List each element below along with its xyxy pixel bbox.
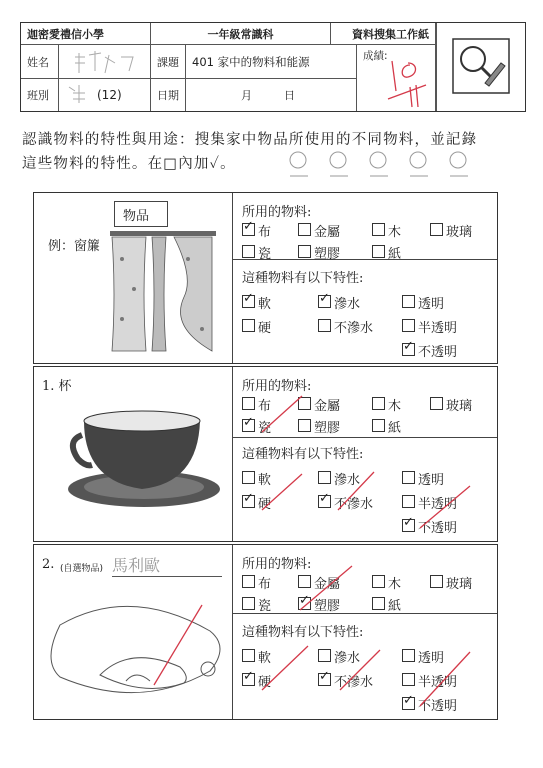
material-wood-checkbox[interactable] (372, 223, 385, 236)
subject-label: 一年級常識科 (151, 23, 331, 45)
property-soft-checkbox[interactable] (242, 649, 255, 662)
property-soft-checkbox[interactable] (242, 291, 255, 308)
property-soft-label: 軟 (258, 297, 272, 312)
material-porcelain-checkbox[interactable] (242, 415, 255, 432)
property-translucent-label: 半透明 (418, 497, 458, 512)
score-box (357, 45, 436, 111)
property-soft-label: 軟 (258, 651, 272, 666)
property-translucent-checkbox[interactable] (402, 673, 415, 686)
check-mark-icon: ✓ (319, 291, 330, 306)
material-paper-label: 紙 (388, 247, 402, 262)
self-selected-number: 2. (42, 557, 55, 572)
property-absorbent-label: 滲水 (334, 651, 361, 666)
material-plastic-label: 塑膠 (314, 421, 341, 436)
property-absorbent-checkbox[interactable] (318, 471, 331, 484)
header-table (20, 22, 526, 112)
property-translucent-label: 半透明 (418, 675, 458, 690)
example-title: 例：窗簾 (48, 239, 101, 254)
material-plastic-checkbox[interactable] (298, 245, 311, 258)
property-absorbent-checkbox[interactable] (318, 291, 331, 308)
property-opaque-checkbox[interactable] (402, 515, 415, 532)
cup-title: 1. 杯 (42, 379, 72, 394)
material-cloth-checkbox[interactable] (242, 575, 255, 588)
property-soft-label: 軟 (258, 473, 272, 488)
property-transparent-label: 透明 (418, 651, 445, 666)
check-mark-icon: ✓ (403, 693, 414, 708)
property-transparent-checkbox[interactable] (402, 649, 415, 662)
check-mark-icon: ✓ (243, 415, 254, 430)
cartoon-bears-decoration (278, 146, 478, 186)
material-wood-checkbox[interactable] (372, 397, 385, 410)
property-absorbent-checkbox[interactable] (318, 649, 331, 662)
school-name: 迦密愛禮信小學 (21, 23, 151, 45)
property-opaque-checkbox[interactable] (402, 339, 415, 356)
name-field[interactable] (59, 45, 151, 79)
topic-value: 401 家中的物料和能源 (186, 45, 357, 79)
check-mark-icon: ✓ (299, 593, 310, 608)
item-name-handwritten[interactable]: 馬利歐 (112, 553, 222, 577)
material-cloth-label: 布 (258, 225, 272, 240)
material-metal-label: 金屬 (314, 399, 341, 414)
material-cloth-label: 布 (258, 399, 272, 414)
date-label: 日期 (151, 79, 186, 111)
self-selected-section (33, 544, 498, 720)
material-metal-label: 金屬 (314, 577, 341, 592)
material-glass-label: 玻璃 (446, 399, 473, 414)
check-mark-icon: ✓ (243, 291, 254, 306)
property-hard-checkbox[interactable] (242, 669, 255, 686)
class-field[interactable] (59, 79, 151, 111)
property-hard-label: 硬 (258, 321, 272, 336)
property-opaque-checkbox[interactable] (402, 693, 415, 710)
check-mark-icon: ✓ (243, 669, 254, 684)
property-transparent-label: 透明 (418, 297, 445, 312)
property-absorbent-label: 滲水 (334, 297, 361, 312)
material-cloth-checkbox[interactable] (242, 397, 255, 410)
material-wood-label: 木 (388, 577, 402, 592)
child-drawing (40, 595, 230, 715)
property-waterproof-checkbox[interactable] (318, 491, 331, 508)
material-metal-checkbox[interactable] (298, 575, 311, 588)
date-field[interactable] (186, 79, 357, 111)
property-opaque-label: 不透明 (418, 345, 458, 360)
material-metal-checkbox[interactable] (298, 397, 311, 410)
curtain-illustration (108, 229, 218, 353)
material-glass-label: 玻璃 (446, 225, 473, 240)
property-waterproof-label: 不滲水 (334, 497, 374, 512)
check-mark-icon: ✓ (403, 515, 414, 530)
instruction-line-1: 認識物料的特性與用途：搜集家中物品所使用的不同物料，並記錄 (22, 132, 478, 148)
properties-heading: 這種物料有以下特性: (242, 271, 364, 286)
materials-heading: 所用的物料: (242, 379, 312, 394)
material-cloth-label: 布 (258, 577, 272, 592)
example-section (33, 192, 498, 364)
name-label: 姓名 (21, 45, 59, 79)
property-transparent-checkbox[interactable] (402, 295, 415, 308)
material-metal-checkbox[interactable] (298, 223, 311, 236)
property-waterproof-label: 不滲水 (334, 321, 374, 336)
icon-box (436, 23, 525, 111)
material-porcelain-checkbox[interactable] (242, 245, 255, 258)
class-number: (12) (97, 88, 122, 102)
score-label: 成績: (363, 50, 388, 62)
property-hard-checkbox[interactable] (242, 319, 255, 332)
property-transparent-checkbox[interactable] (402, 471, 415, 484)
topic-label: 課題 (151, 45, 186, 79)
material-cloth-checkbox[interactable] (242, 219, 255, 236)
material-porcelain-label: 瓷 (258, 247, 272, 262)
day-label: 日 (284, 89, 295, 102)
sheet-type-label: 資料搜集工作紙 (331, 23, 436, 45)
item-box-label: 物品 (123, 209, 150, 224)
materials-heading: 所用的物料: (242, 205, 312, 220)
property-waterproof-checkbox[interactable] (318, 669, 331, 686)
material-paper-checkbox[interactable] (372, 419, 385, 432)
material-glass-label: 玻璃 (446, 577, 473, 592)
property-soft-checkbox[interactable] (242, 471, 255, 484)
material-wood-label: 木 (388, 225, 402, 240)
handwritten-class (65, 83, 91, 107)
teacup-illustration (62, 407, 222, 511)
class-label: 班別 (21, 79, 59, 111)
material-wood-label: 木 (388, 399, 402, 414)
material-porcelain-label: 瓷 (258, 421, 272, 436)
material-plastic-label: 塑膠 (314, 599, 341, 614)
property-waterproof-checkbox[interactable] (318, 319, 331, 332)
property-transparent-label: 透明 (418, 473, 445, 488)
check-mark-icon: ✓ (319, 669, 330, 684)
material-metal-label: 金屬 (314, 225, 341, 240)
check-mark-icon: ✓ (243, 491, 254, 506)
instruction-line-2: 這些物料的特性。在□內加✓。 (22, 156, 236, 172)
material-plastic-checkbox[interactable] (298, 593, 311, 610)
property-absorbent-label: 滲水 (334, 473, 361, 488)
material-wood-checkbox[interactable] (372, 575, 385, 588)
check-mark-icon: ✓ (243, 219, 254, 234)
properties-heading: 這種物料有以下特性: (242, 447, 364, 462)
check-mark-icon: ✓ (403, 339, 414, 354)
self-selected-label: (自選物品) (60, 564, 104, 574)
item-box (114, 201, 168, 227)
handwritten-name (65, 47, 145, 77)
material-glass-checkbox[interactable] (430, 575, 443, 588)
material-paper-checkbox[interactable] (372, 597, 385, 610)
materials-heading: 所用的物料: (242, 557, 312, 572)
material-plastic-label: 塑膠 (314, 247, 341, 262)
properties-heading: 這種物料有以下特性: (242, 625, 364, 640)
material-glass-checkbox[interactable] (430, 223, 443, 236)
property-hard-label: 硬 (258, 497, 272, 512)
score-handwriting (382, 55, 432, 111)
month-label: 月 (241, 89, 252, 102)
property-translucent-checkbox[interactable] (402, 495, 415, 508)
material-plastic-checkbox[interactable] (298, 419, 311, 432)
material-paper-label: 紙 (388, 599, 402, 614)
magnifier-pencil-icon (451, 37, 513, 97)
property-opaque-label: 不透明 (418, 521, 458, 536)
material-glass-checkbox[interactable] (430, 397, 443, 410)
material-paper-checkbox[interactable] (372, 245, 385, 258)
material-paper-label: 紙 (388, 421, 402, 436)
property-translucent-label: 半透明 (418, 321, 458, 336)
check-mark-icon: ✓ (319, 491, 330, 506)
property-opaque-label: 不透明 (418, 699, 458, 714)
material-porcelain-label: 瓷 (258, 599, 272, 614)
cup-section (33, 366, 498, 542)
property-hard-checkbox[interactable] (242, 491, 255, 508)
property-waterproof-label: 不滲水 (334, 675, 374, 690)
property-translucent-checkbox[interactable] (402, 319, 415, 332)
material-porcelain-checkbox[interactable] (242, 597, 255, 610)
property-hard-label: 硬 (258, 675, 272, 690)
